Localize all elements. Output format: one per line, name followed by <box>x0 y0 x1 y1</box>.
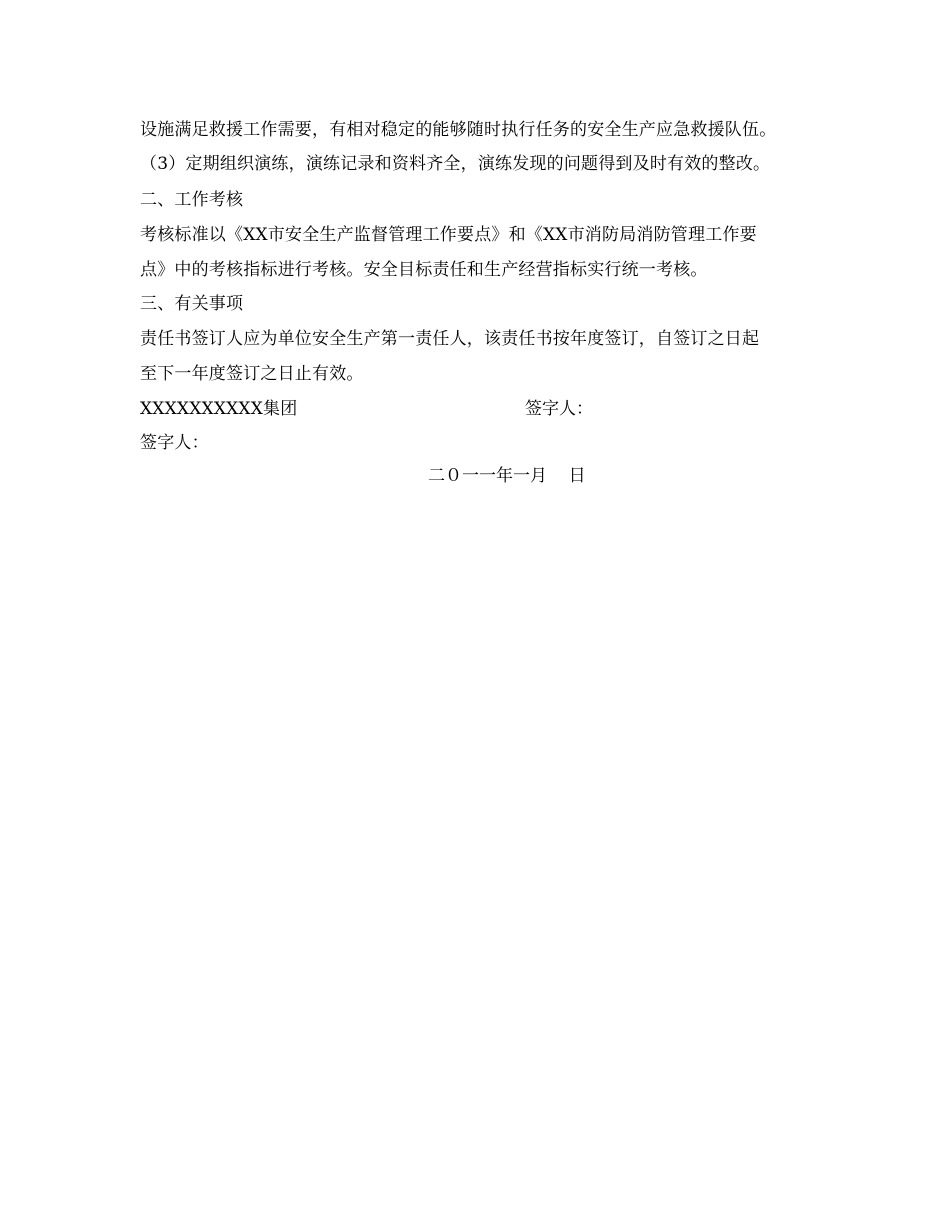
paragraph-assessment-standard-cont: 点》中的考核指标进行考核。安全目标责任和生产经营指标实行统一考核。 <box>140 260 708 280</box>
signature-party-name: XXXXXXXXXX集团 <box>140 399 298 419</box>
paragraph-signatory: 责任书签订人应为单位安全生产第一责任人，该责任书按年度签订，自签订之日起 <box>140 329 760 349</box>
paragraph-assessment-standard: 考核标准以《XX市安全生产监督管理工作要点》和《XX市消防局消防管理工作要 <box>140 225 757 245</box>
signature-right-label: 签字人： <box>525 399 593 419</box>
paragraph-rescue-team: 设施满足救援工作需要，有相对稳定的能够随时执行任务的安全生产应急救援队伍。 <box>140 120 777 140</box>
signature-left-label: 签字人： <box>140 433 209 453</box>
signing-date: 二０一一年一月 日 <box>428 466 586 486</box>
section-heading-matters: 三、有关事项 <box>140 294 244 314</box>
paragraph-drills: （3）定期组织演练，演练记录和资料齐全，演练发现的问题得到及时有效的整改。 <box>140 154 771 174</box>
paragraph-signatory-cont: 至下一年度签订之日止有效。 <box>140 364 364 384</box>
section-heading-assessment: 二、工作考核 <box>140 190 244 210</box>
